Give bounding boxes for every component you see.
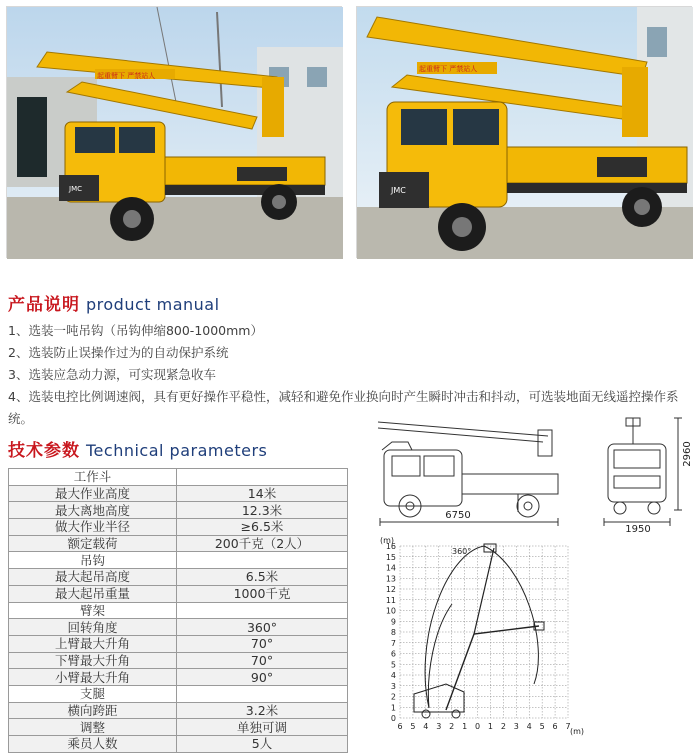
spec-key: 最大作业高度 — [9, 485, 177, 502]
y-tick-label: 15 — [385, 552, 396, 562]
x-tick-label: 4 — [423, 722, 429, 731]
spec-value: 3.2米 — [177, 702, 348, 719]
tech-params-title — [8, 436, 267, 461]
spec-value: 12.3米 — [177, 502, 348, 519]
spec-group-value — [177, 602, 348, 619]
spec-value: 70° — [177, 635, 348, 652]
spec-key: 乘员人数 — [9, 736, 177, 753]
truck-photo-left — [6, 6, 342, 258]
y-tick-label: 13 — [385, 574, 396, 584]
y-tick-label: 2 — [390, 692, 396, 702]
manual-item: 4、选装电控比例调速阀，具有更好操作平稳性，减轻和避免作业换向时产生瞬时冲击和抖动，可选装地面无线遥控操作系统。 — [8, 389, 679, 426]
spec-value: 单独可调 — [177, 719, 348, 736]
spec-key: 最大起吊重量 — [9, 585, 177, 602]
working-range-chart — [374, 534, 594, 740]
dimension-height: 2960 — [682, 441, 693, 467]
manual-item: 1、选装一吨吊钩（吊钩伸缩800-1000mm） — [8, 323, 263, 338]
y-tick-label: 9 — [390, 617, 396, 627]
product-manual-title — [8, 290, 220, 315]
y-tick-label: 0 — [390, 714, 396, 723]
y-tick-label: 12 — [385, 585, 396, 594]
rotation-label: 360° — [452, 547, 472, 556]
x-tick-label: 2 — [449, 722, 455, 731]
x-tick-label: 3 — [436, 722, 442, 731]
spec-key: 额定载荷 — [9, 535, 177, 552]
spec-group-value — [177, 469, 348, 486]
tech-params-title-en: Technical parameters — [86, 441, 268, 460]
product-manual-title-zh: 产品说明 — [8, 295, 80, 315]
spec-group: 支腿 — [9, 685, 177, 702]
manual-item: 2、选装防止误操作过为的自动保护系统 — [8, 345, 229, 360]
y-tick-label: 6 — [390, 649, 396, 659]
spec-table — [8, 468, 348, 753]
spec-key: 最大起吊高度 — [9, 569, 177, 586]
boom-banner-right: 起重臂下 严禁站人 — [419, 65, 478, 73]
spec-key: 下臂最大升角 — [9, 652, 177, 669]
spec-value: 70° — [177, 652, 348, 669]
x-tick-label: 3 — [513, 722, 519, 731]
x-tick-label: 1 — [462, 722, 468, 731]
truck-badge-right: JMC — [391, 186, 406, 195]
y-tick-label: 16 — [385, 542, 396, 551]
manual-item: 3、选装应急动力源，可实现紧急收车 — [8, 367, 216, 382]
boom-banner: 起重臂下 严禁站人 — [97, 72, 156, 80]
spec-key: 横向跨距 — [9, 702, 177, 719]
dimension-width: 1950 — [625, 524, 651, 535]
spec-key: 回转角度 — [9, 619, 177, 636]
spec-group-value — [177, 552, 348, 569]
spec-value: 1000千克 — [177, 585, 348, 602]
y-tick-label: 5 — [390, 660, 396, 670]
product-manual-title-en: product manual — [86, 295, 220, 314]
y-tick-label: 10 — [385, 606, 396, 616]
spec-key: 小臂最大升角 — [9, 669, 177, 686]
x-tick-label: 0 — [474, 722, 481, 731]
x-tick-label: 7 — [565, 722, 571, 731]
tech-params-title-zh: 技术参数 — [8, 441, 80, 461]
spec-key: 做大作业半径 — [9, 519, 177, 536]
spec-key: 调整 — [9, 719, 177, 736]
spec-value: 200千克（2人） — [177, 535, 348, 552]
y-tick-label: 3 — [390, 681, 396, 691]
x-tick-label: 6 — [397, 722, 403, 731]
x-tick-label: 1 — [487, 722, 494, 731]
y-tick-label: 8 — [390, 628, 396, 637]
dimension-length: 6750 — [445, 510, 471, 521]
chart-unit-x: (m) — [570, 727, 585, 736]
spec-key: 上臂最大升角 — [9, 635, 177, 652]
truck-photo-right — [356, 6, 692, 258]
y-tick-label: 1 — [390, 703, 396, 713]
y-tick-label: 11 — [385, 595, 396, 605]
spec-group: 臂架 — [9, 602, 177, 619]
x-tick-label: 5 — [410, 722, 416, 731]
y-tick-label: 14 — [385, 563, 396, 573]
chart-unit-y: (m) — [380, 536, 395, 545]
truck-dimension-drawing — [368, 414, 694, 535]
x-tick-label: 4 — [526, 722, 532, 731]
x-tick-label: 2 — [500, 722, 506, 731]
spec-value: ≥6.5米 — [177, 519, 348, 536]
truck-badge: JMC — [69, 185, 82, 193]
spec-group: 工作斗 — [9, 469, 177, 486]
y-tick-label: 7 — [390, 638, 396, 648]
spec-value: 5人 — [177, 736, 348, 753]
y-tick-label: 4 — [390, 671, 396, 680]
spec-value: 14米 — [177, 485, 348, 502]
spec-key: 最大离地高度 — [9, 502, 177, 519]
x-tick-label: 6 — [552, 722, 558, 731]
spec-group-value — [177, 685, 348, 702]
spec-group: 吊钩 — [9, 552, 177, 569]
spec-value: 90° — [177, 669, 348, 686]
spec-value: 6.5米 — [177, 569, 348, 586]
spec-value: 360° — [177, 619, 348, 636]
x-tick-label: 5 — [539, 722, 545, 731]
